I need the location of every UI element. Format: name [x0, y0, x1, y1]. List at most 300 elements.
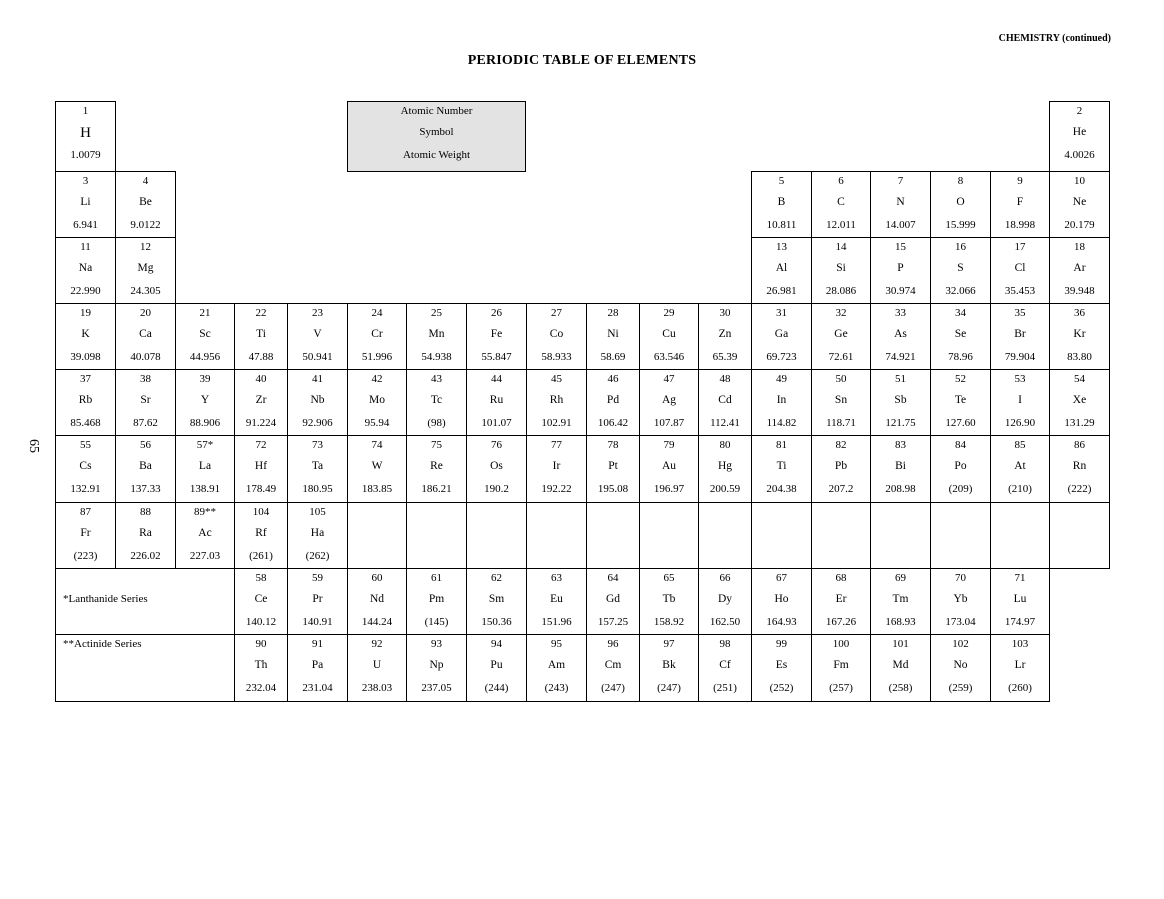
element-cell-tm [870, 568, 931, 635]
atomic-weight: 131.29 [1064, 417, 1095, 429]
element-symbol: Pt [608, 460, 618, 472]
element-cell-nd [347, 568, 407, 635]
atomic-number: 48 [719, 373, 731, 385]
element-symbol: S [957, 262, 964, 274]
atomic-number: 14 [835, 241, 847, 253]
atomic-number: 82 [835, 439, 847, 451]
element-cell-k [55, 303, 116, 370]
element-symbol: Br [1014, 328, 1026, 340]
element-symbol: Pb [834, 460, 848, 472]
element-cell-ba [115, 435, 176, 503]
atomic-number: 13 [776, 241, 787, 253]
atomic-number: 35 [1014, 307, 1026, 319]
atomic-number: 84 [955, 439, 966, 451]
atomic-weight: 22.990 [70, 285, 101, 297]
atomic-number: 52 [955, 373, 966, 385]
element-symbol: Np [429, 659, 444, 671]
atomic-weight: 107.87 [653, 417, 685, 429]
atomic-number: 85 [1014, 439, 1026, 451]
atomic-number: 10 [1074, 175, 1085, 187]
element-cell-am [526, 634, 587, 702]
element-symbol: Md [892, 659, 909, 671]
atomic-number: 18 [1074, 241, 1085, 253]
element-cell-ag [639, 369, 699, 436]
element-cell-ti [234, 303, 288, 370]
element-symbol: Ti [776, 460, 787, 472]
atomic-number: 71 [1014, 572, 1026, 584]
atomic-weight: 112.41 [710, 417, 740, 429]
element-cell-ac [175, 502, 235, 569]
empty-cell [698, 502, 752, 569]
atomic-number: 74 [371, 439, 383, 451]
element-cell-rh [526, 369, 587, 436]
element-cell-kr [1049, 303, 1110, 370]
element-cell-cu [639, 303, 699, 370]
atomic-number: 86 [1074, 439, 1085, 451]
atomic-weight: (210) [1008, 483, 1032, 495]
atomic-number: 22 [255, 307, 267, 319]
page-number: 65 [26, 439, 41, 453]
atomic-number: 78 [607, 439, 619, 451]
atomic-number: 43 [431, 373, 442, 385]
atomic-number: 96 [607, 638, 619, 650]
element-symbol: Ga [774, 328, 789, 340]
element-symbol: Hf [254, 460, 268, 472]
element-symbol: Sn [834, 394, 848, 406]
atomic-weight: 55.847 [481, 351, 512, 363]
element-symbol: Zn [718, 328, 732, 340]
element-cell-li [55, 171, 116, 238]
atomic-weight: 200.59 [709, 483, 741, 495]
element-symbol: At [1014, 460, 1026, 472]
atomic-number: 50 [835, 373, 847, 385]
atomic-weight: 178.49 [245, 483, 277, 495]
element-symbol: Ru [489, 394, 504, 406]
element-symbol: H [80, 125, 91, 141]
atomic-number: 5 [778, 175, 785, 187]
atomic-number: 92 [371, 638, 383, 650]
element-symbol: Rn [1072, 460, 1087, 472]
element-symbol: C [837, 196, 845, 208]
element-cell-mg [115, 237, 176, 304]
element-cell-v [287, 303, 348, 370]
element-symbol: Fm [833, 659, 849, 671]
atomic-number: 67 [776, 572, 787, 584]
atomic-weight: 180.95 [302, 483, 333, 495]
atomic-weight: 196.97 [653, 483, 685, 495]
element-symbol: Y [200, 394, 210, 406]
atomic-weight: 28.086 [825, 285, 857, 297]
element-cell-h [55, 101, 116, 172]
element-symbol: O [956, 196, 965, 208]
atomic-weight: 167.26 [825, 616, 857, 628]
element-cell-be [115, 171, 176, 238]
element-cell-ar [1049, 237, 1110, 304]
element-symbol: Tm [892, 593, 909, 605]
element-symbol: Ac [198, 527, 212, 539]
element-symbol: La [198, 460, 212, 472]
atomic-weight: 14.007 [885, 219, 916, 231]
element-symbol: Kr [1073, 328, 1086, 340]
atomic-weight: 74.921 [885, 351, 916, 363]
element-symbol: Be [139, 196, 152, 208]
element-cell-zr [234, 369, 288, 436]
atomic-weight: (260) [1008, 682, 1032, 694]
atomic-number: 41 [312, 373, 323, 385]
element-symbol: U [372, 659, 382, 671]
empty-cell [526, 502, 587, 569]
element-symbol: Te [954, 394, 967, 406]
element-cell-c [811, 171, 871, 238]
element-symbol: Cs [79, 460, 92, 472]
element-symbol: P [897, 262, 904, 274]
atomic-number: 34 [955, 307, 966, 319]
atomic-weight: 164.93 [766, 616, 797, 628]
atomic-weight: 18.998 [1004, 219, 1036, 231]
element-cell-rn [1049, 435, 1110, 503]
atomic-number: 63 [551, 572, 562, 584]
page-title: PERIODIC TABLE OF ELEMENTS [467, 53, 697, 68]
element-symbol: Ta [311, 460, 324, 472]
element-cell-np [406, 634, 467, 702]
element-cell-sm [466, 568, 527, 635]
element-symbol: Rf [255, 527, 267, 539]
element-symbol: Ag [661, 394, 677, 406]
atomic-number: 31 [776, 307, 787, 319]
element-symbol: Sb [894, 394, 907, 406]
element-symbol: Am [547, 659, 566, 671]
element-cell-p [870, 237, 931, 304]
atomic-number: 100 [832, 638, 850, 650]
empty-cell [586, 502, 640, 569]
element-symbol: Er [835, 593, 847, 605]
element-symbol: Mg [137, 262, 154, 274]
atomic-number: 57* [196, 439, 214, 451]
atomic-number: 90 [255, 638, 267, 650]
element-symbol: Os [490, 460, 503, 472]
element-symbol: Nb [310, 394, 325, 406]
element-cell-md [870, 634, 931, 702]
element-symbol: Fr [80, 527, 91, 539]
atomic-weight: 151.96 [541, 616, 572, 628]
atomic-weight: 95.94 [364, 417, 390, 429]
atomic-weight: 207.2 [828, 483, 854, 495]
element-cell-fr [55, 502, 116, 569]
atomic-weight: 174.97 [1004, 616, 1036, 628]
element-symbol: Re [430, 460, 443, 472]
atomic-weight: 69.723 [766, 351, 797, 363]
atomic-number: 21 [199, 307, 211, 319]
atomic-weight: 1.0079 [70, 149, 101, 161]
element-symbol: Cl [1014, 262, 1026, 274]
atomic-number: 37 [80, 373, 91, 385]
atomic-weight: (243) [544, 682, 569, 694]
atomic-number: 44 [491, 373, 502, 385]
element-cell-ta [287, 435, 348, 503]
atomic-weight: 58.933 [541, 351, 572, 363]
atomic-number: 58 [255, 572, 267, 584]
atomic-weight: 183.85 [361, 483, 393, 495]
element-symbol: Ti [256, 328, 266, 340]
atomic-number: 42 [371, 373, 383, 385]
element-cell-eu [526, 568, 587, 635]
element-symbol: Li [80, 196, 91, 208]
atomic-weight: 192.22 [541, 483, 572, 495]
atomic-number: 104 [252, 506, 270, 518]
atomic-number: 80 [719, 439, 731, 451]
atomic-number: 3 [82, 175, 89, 187]
atomic-weight: (261) [249, 550, 273, 562]
element-symbol: Fe [490, 328, 503, 340]
element-symbol: Sc [199, 328, 211, 340]
element-symbol: Th [254, 659, 268, 671]
element-symbol: Pr [312, 593, 323, 605]
atomic-number: 2 [1076, 105, 1083, 117]
element-symbol: Ne [1072, 196, 1087, 208]
atomic-weight: 137.33 [130, 483, 161, 495]
element-symbol: Ce [254, 593, 268, 605]
element-cell-te [930, 369, 991, 436]
atomic-weight: 40.078 [130, 351, 161, 363]
atomic-weight: (262) [305, 550, 330, 562]
element-symbol: Mo [369, 394, 385, 406]
element-cell-ce [234, 568, 288, 635]
empty-cell [406, 502, 467, 569]
atomic-number: 60 [371, 572, 383, 584]
element-cell-cd [698, 369, 752, 436]
atomic-number: 97 [663, 638, 675, 650]
atomic-number: 9 [1017, 175, 1023, 187]
atomic-weight: 4.0026 [1064, 149, 1095, 161]
element-cell-tc [406, 369, 467, 436]
atomic-number: 101 [892, 638, 909, 650]
element-symbol: Xe [1072, 394, 1087, 406]
atomic-number: 65 [663, 572, 675, 584]
atomic-weight: (98) [427, 417, 446, 429]
atomic-weight: 85.468 [70, 417, 101, 429]
atomic-weight: (257) [829, 682, 853, 694]
atomic-number: 81 [776, 439, 787, 451]
element-symbol: He [1072, 126, 1087, 138]
atomic-weight: 35.453 [1004, 285, 1036, 297]
legend-atomic-number: Atomic Number [400, 105, 473, 117]
legend-key [347, 101, 526, 172]
element-symbol: Tc [430, 394, 443, 406]
element-cell-es [751, 634, 812, 702]
atomic-number: 8 [957, 175, 964, 187]
atomic-number: 15 [895, 241, 906, 253]
atomic-number: 75 [431, 439, 442, 451]
element-cell-cm [586, 634, 640, 702]
element-cell-th [234, 634, 288, 702]
element-cell-se [930, 303, 991, 370]
atomic-number: 102 [952, 638, 969, 650]
element-cell-ge [811, 303, 871, 370]
atomic-weight: 190.2 [484, 483, 509, 495]
element-symbol: Bk [662, 659, 676, 671]
atomic-weight: 83.80 [1067, 351, 1092, 363]
element-cell-tb [639, 568, 699, 635]
element-cell-ne [1049, 171, 1110, 238]
actinide-label-cell [55, 634, 235, 702]
atomic-weight: (247) [657, 682, 681, 694]
element-cell-cf [698, 634, 752, 702]
atomic-number: 47 [663, 373, 675, 385]
atomic-number: 49 [776, 373, 787, 385]
atomic-number: 94 [491, 638, 502, 650]
element-cell-xe [1049, 369, 1110, 436]
element-symbol: Dy [717, 593, 733, 605]
element-cell-pb [811, 435, 871, 503]
empty-cell [930, 502, 991, 569]
atomic-weight: 173.04 [945, 616, 976, 628]
element-symbol: Ge [834, 328, 848, 340]
atomic-number: 77 [551, 439, 562, 451]
atomic-weight: 162.50 [709, 616, 741, 628]
element-cell-au [639, 435, 699, 503]
atomic-weight: 79.904 [1004, 351, 1036, 363]
atomic-weight: 168.93 [885, 616, 916, 628]
element-cell-os [466, 435, 527, 503]
atomic-weight: (209) [948, 483, 973, 495]
atomic-weight: 72.61 [828, 351, 854, 363]
empty-cell [639, 502, 699, 569]
lanthanide-series-label: *Lanthanide Series [63, 593, 148, 605]
atomic-number: 73 [312, 439, 323, 451]
atomic-weight: (251) [713, 682, 737, 694]
element-symbol: No [953, 659, 968, 671]
element-symbol: Au [661, 460, 677, 472]
atomic-weight: 140.12 [245, 616, 277, 628]
atomic-number: 66 [719, 572, 731, 584]
element-cell-ra [115, 502, 176, 569]
atomic-weight: 106.42 [597, 417, 629, 429]
element-cell-s [930, 237, 991, 304]
element-cell-po [930, 435, 991, 503]
atomic-number: 12 [140, 241, 151, 253]
element-symbol: Gd [605, 593, 621, 605]
element-cell-re [406, 435, 467, 503]
element-symbol: Pd [606, 394, 620, 406]
element-symbol: Cr [371, 328, 383, 340]
atomic-weight: 88.906 [189, 417, 221, 429]
atomic-weight: (252) [769, 682, 794, 694]
atomic-weight: 78.96 [948, 351, 973, 363]
element-symbol: Nd [369, 593, 385, 605]
element-cell-br [990, 303, 1050, 370]
atomic-number: 68 [835, 572, 847, 584]
atomic-weight: 51.996 [361, 351, 393, 363]
element-symbol: As [894, 328, 907, 340]
element-symbol: Rb [78, 394, 93, 406]
atomic-weight: 186.21 [421, 483, 452, 495]
atomic-weight: 63.546 [653, 351, 685, 363]
empty-cell [870, 502, 931, 569]
atomic-number: 46 [607, 373, 619, 385]
empty-cell [751, 502, 812, 569]
element-symbol: Po [954, 460, 967, 472]
atomic-weight: 50.941 [302, 351, 333, 363]
legend-symbol: Symbol [419, 126, 454, 138]
atomic-weight: (222) [1067, 483, 1092, 495]
element-cell-pr [287, 568, 348, 635]
element-cell-i [990, 369, 1050, 436]
element-cell-hf [234, 435, 288, 503]
element-cell-bi [870, 435, 931, 503]
element-symbol: Yb [953, 593, 968, 605]
element-symbol: Na [78, 262, 93, 274]
atomic-number: 62 [491, 572, 502, 584]
atomic-weight: 150.36 [481, 616, 512, 628]
element-symbol: Ca [139, 328, 152, 340]
atomic-weight: 226.02 [130, 550, 161, 562]
element-symbol: Ra [139, 527, 152, 539]
element-cell-al [751, 237, 812, 304]
element-cell-ho [751, 568, 812, 635]
element-cell-ru [466, 369, 527, 436]
element-cell-sr [115, 369, 176, 436]
element-symbol: B [777, 196, 786, 208]
element-symbol: K [81, 328, 90, 340]
element-cell-la [175, 435, 235, 503]
atomic-number: 16 [955, 241, 966, 253]
atomic-weight: 15.999 [945, 219, 976, 231]
atomic-weight: 9.0122 [130, 219, 161, 231]
atomic-number: 11 [80, 241, 91, 253]
element-cell-he [1049, 101, 1110, 172]
empty-cell [466, 502, 527, 569]
atomic-weight: 101.07 [481, 417, 512, 429]
element-cell-no [930, 634, 991, 702]
empty-cell [347, 502, 407, 569]
element-cell-ni [586, 303, 640, 370]
element-symbol: F [1016, 196, 1024, 208]
element-symbol: Eu [550, 593, 563, 605]
element-cell-sn [811, 369, 871, 436]
element-cell-ha [287, 502, 348, 569]
element-symbol: Rh [549, 394, 564, 406]
atomic-number: 87 [80, 506, 91, 518]
element-cell-lu [990, 568, 1050, 635]
atomic-weight: 208.98 [885, 483, 916, 495]
element-cell-fe [466, 303, 527, 370]
atomic-weight: 10.811 [766, 219, 797, 231]
element-symbol: Ir [552, 460, 561, 472]
atomic-number: 33 [895, 307, 906, 319]
atomic-number: 56 [140, 439, 151, 451]
element-cell-na [55, 237, 116, 304]
atomic-weight: 158.92 [653, 616, 685, 628]
element-cell-nb [287, 369, 348, 436]
atomic-weight: 138.91 [189, 483, 221, 495]
atomic-weight: 238.03 [361, 682, 393, 694]
atomic-weight: 24.305 [130, 285, 161, 297]
element-symbol: Al [775, 262, 788, 274]
legend-atomic-weight: Atomic Weight [402, 149, 471, 161]
element-symbol: Tb [662, 593, 676, 605]
atomic-weight: 118.71 [826, 417, 856, 429]
atomic-number: 64 [607, 572, 619, 584]
atomic-weight: (259) [948, 682, 973, 694]
element-symbol: Ho [774, 593, 789, 605]
element-cell-fm [811, 634, 871, 702]
element-symbol: Cd [718, 394, 732, 406]
element-cell-ca [115, 303, 176, 370]
atomic-weight: 87.62 [133, 417, 158, 429]
element-symbol: Es [775, 659, 788, 671]
element-cell-o [930, 171, 991, 238]
atomic-number: 55 [80, 439, 91, 451]
